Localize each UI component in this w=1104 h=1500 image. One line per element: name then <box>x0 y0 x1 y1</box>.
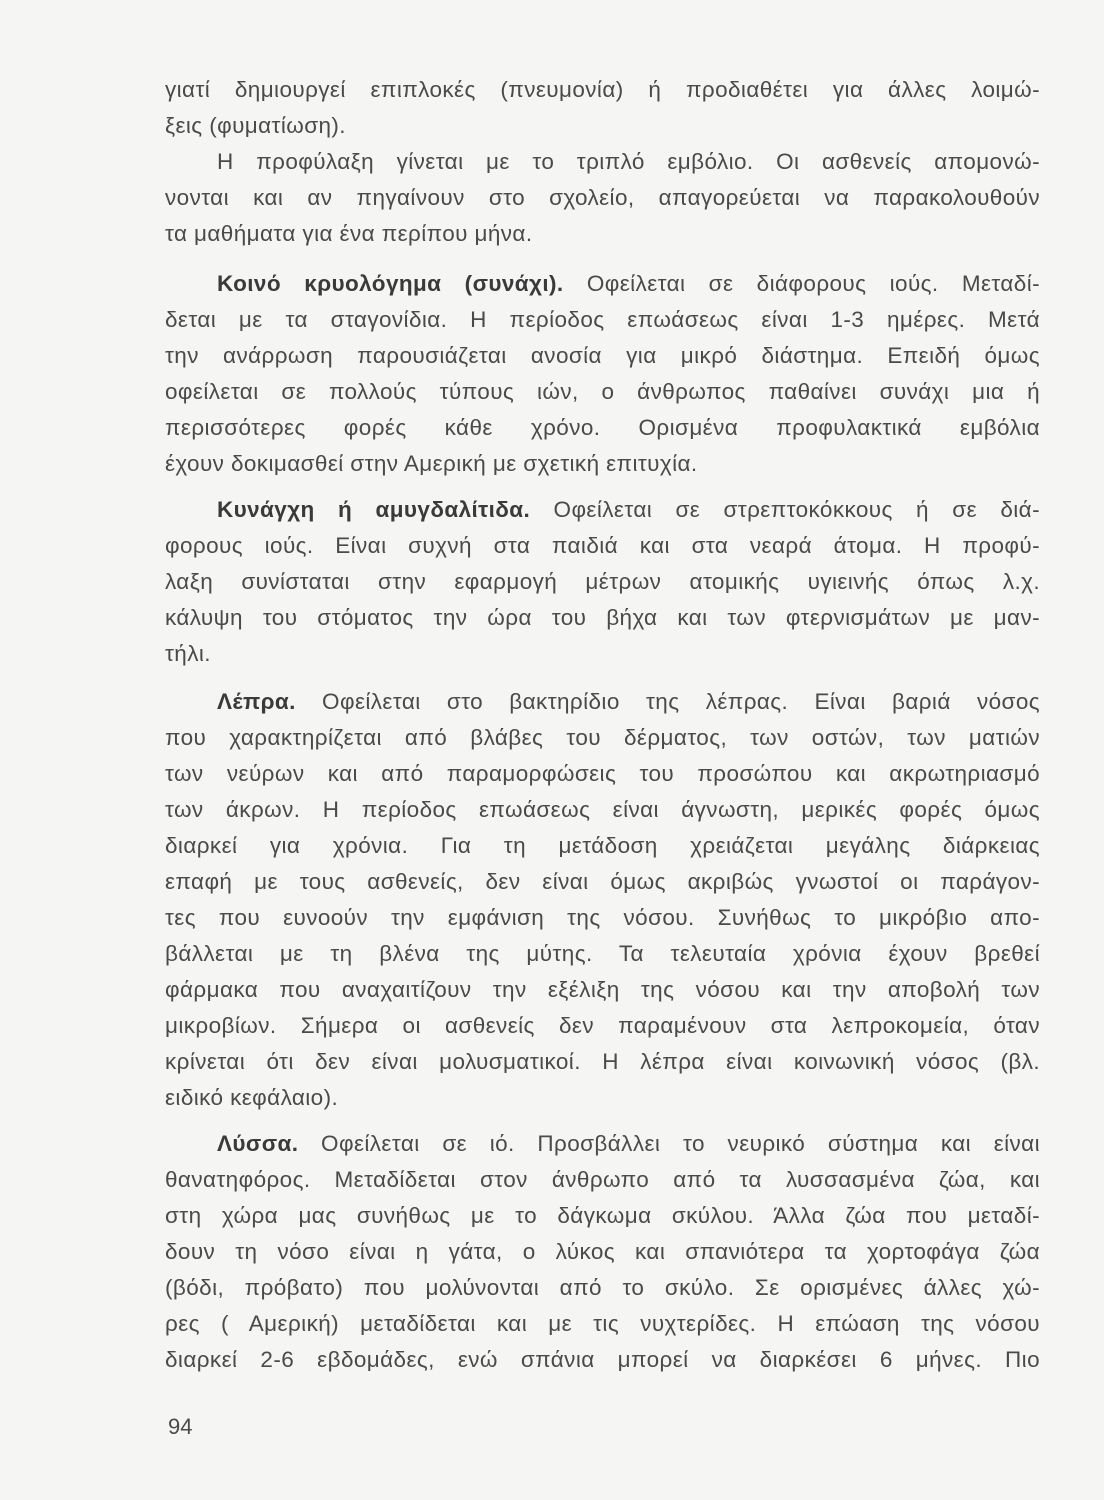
section-first-line <box>165 266 1040 302</box>
section-first-line <box>165 492 1040 528</box>
text-line: ρες ( Αμερική) μεταδίδεται και με τις νυχτερίδες. Η επώαση της νόσου <box>165 1311 1040 1336</box>
text-line: (βόδι, πρόβατο) που μολύνονται από το σκύλο. Σε ορισμένες άλλες χώ- <box>165 1275 1040 1300</box>
text-line: βάλλεται με τη βλένα της μύτης. Τα τελευταία χρόνια έχουν βρεθεί <box>165 941 1040 966</box>
section-heading: Λέπρα. <box>217 689 296 714</box>
text-line: κρίνεται ότι δεν είναι μολυσματικοί. Η λέπρα είναι κοινωνική νόσος (βλ. <box>165 1049 1040 1074</box>
page-number: 94 <box>168 1414 193 1439</box>
text-line: δεται με τα σταγονίδια. Η περίοδος επωάσεως είναι 1-3 ημέρες. Μετά <box>165 307 1040 332</box>
section-heading: Κυνάγχη ή αμυγδαλίτιδα. <box>217 497 531 522</box>
section-first-line-text: Οφείλεται σε στρεπτοκόκκους ή σε διά- <box>530 497 1040 522</box>
text-line: θανατηφόρος. Μεταδίδεται στον άνθρωπο από τα λυσσασμένα ζώα, και <box>165 1167 1040 1192</box>
text-line: γιατί δημιουργεί επιπλοκές (πνευμονία) ή προδιαθέτει για άλλες λοιμώ- <box>165 77 1040 102</box>
section-first-line-text: Οφείλεται σε ιό. Προσβάλλει το νευρικό σύστημα και είναι <box>298 1131 1040 1156</box>
text-line: τες που ευνοούν την εμφάνιση της νόσου. Συνήθως το μικρόβιο απο- <box>165 905 1040 930</box>
text-line: των νεύρων και από παραμορφώσεις του προσώπου και ακρωτηριασμό <box>165 761 1040 786</box>
text-line: τήλι. <box>165 641 211 666</box>
section-leprosy <box>165 684 1040 1116</box>
section-heading: Κοινό κρυολόγημα (συνάχι). <box>217 271 564 296</box>
section-heading: Λύσσα. <box>217 1131 299 1156</box>
text-line: των άκρων. Η περίοδος επωάσεως είναι άγνωστη, μερικές φορές όμως <box>165 797 1040 822</box>
section-rabies <box>165 1126 1040 1378</box>
text-line: ειδικό κεφάλαιο). <box>165 1085 339 1110</box>
text-line: έχουν δοκιμασθεί στην Αμερική με σχετική επιτυχία. <box>165 451 698 476</box>
text-line: φάρμακα που αναχαιτίζουν την εξέλιξη της νόσου και την αποβολή των <box>165 977 1040 1002</box>
text-line: λαξη συνίσταται στην εφαρμογή μέτρων ατομικής υγιεινής όπως λ.χ. <box>165 569 1040 594</box>
text-line: διαρκεί 2-6 εβδομάδες, ενώ σπάνια μπορεί να διαρκέσει 6 μήνες. Πιο <box>165 1347 1040 1372</box>
text-line: μικροβίων. Σήμερα οι ασθενείς δεν παραμένουν στα λεπροκομεία, όταν <box>165 1013 1040 1038</box>
section-common-cold <box>165 266 1040 482</box>
intro-paragraph <box>165 72 1040 252</box>
text-line: περισσότερες φορές κάθε χρόνο. Ορισμένα προφυλακτικά εμβόλια <box>165 415 1040 440</box>
text-line: φορους ιούς. Είναι συχνή στα παιδιά και στα νεαρά άτομα. Η προφύ- <box>165 533 1040 558</box>
text-line: διαρκεί για χρόνια. Για τη μετάδοση χρειάζεται μεγάλης διάρκειας <box>165 833 1040 858</box>
text-line: την ανάρρωση παρουσιάζεται ανοσία για μικρό διάστημα. Επειδή όμως <box>165 343 1040 368</box>
section-first-line <box>165 684 1040 720</box>
text-line: επαφή με τους ασθενείς, δεν είναι όμως ακριβώς γνωστοί οι παράγον- <box>165 869 1040 894</box>
text-line: Η προφύλαξη γίνεται με το τριπλό εμβόλιο. Οι ασθενείς απομονώ- <box>217 149 1040 174</box>
section-tonsillitis <box>165 492 1040 672</box>
text-line: στη χώρα μας συνήθως με το δάγκωμα σκύλου. Άλλα ζώα που μεταδί- <box>165 1203 1040 1228</box>
section-first-line <box>165 1126 1040 1162</box>
section-first-line-text: Οφείλεται στο βακτηρίδιο της λέπρας. Είναι βαριά νόσος <box>295 689 1040 714</box>
text-line: νονται και αν πηγαίνουν στο σχολείο, απαγορεύεται να παρακολουθούν <box>165 185 1040 210</box>
text-line: οφείλεται σε πολλούς τύπους ιών, ο άνθρωπος παθαίνει συνάχι μια ή <box>165 379 1040 404</box>
text-line: κάλυψη του στόματος την ώρα του βήχα και των φτερνισμάτων με μαν- <box>165 605 1040 630</box>
text-line: δουν τη νόσο είναι η γάτα, ο λύκος και σπανιότερα τα χορτοφάγα ζώα <box>165 1239 1040 1264</box>
text-line: ξεις (φυματίωση). <box>165 113 346 138</box>
text-line: τα μαθήματα για ένα περίπου μήνα. <box>165 221 533 246</box>
section-first-line-text: Οφείλεται σε διάφορους ιούς. Μεταδί- <box>563 271 1040 296</box>
text-line: που χαρακτηρίζεται από βλάβες του δέρματος, των οστών, των ματιών <box>165 725 1040 750</box>
